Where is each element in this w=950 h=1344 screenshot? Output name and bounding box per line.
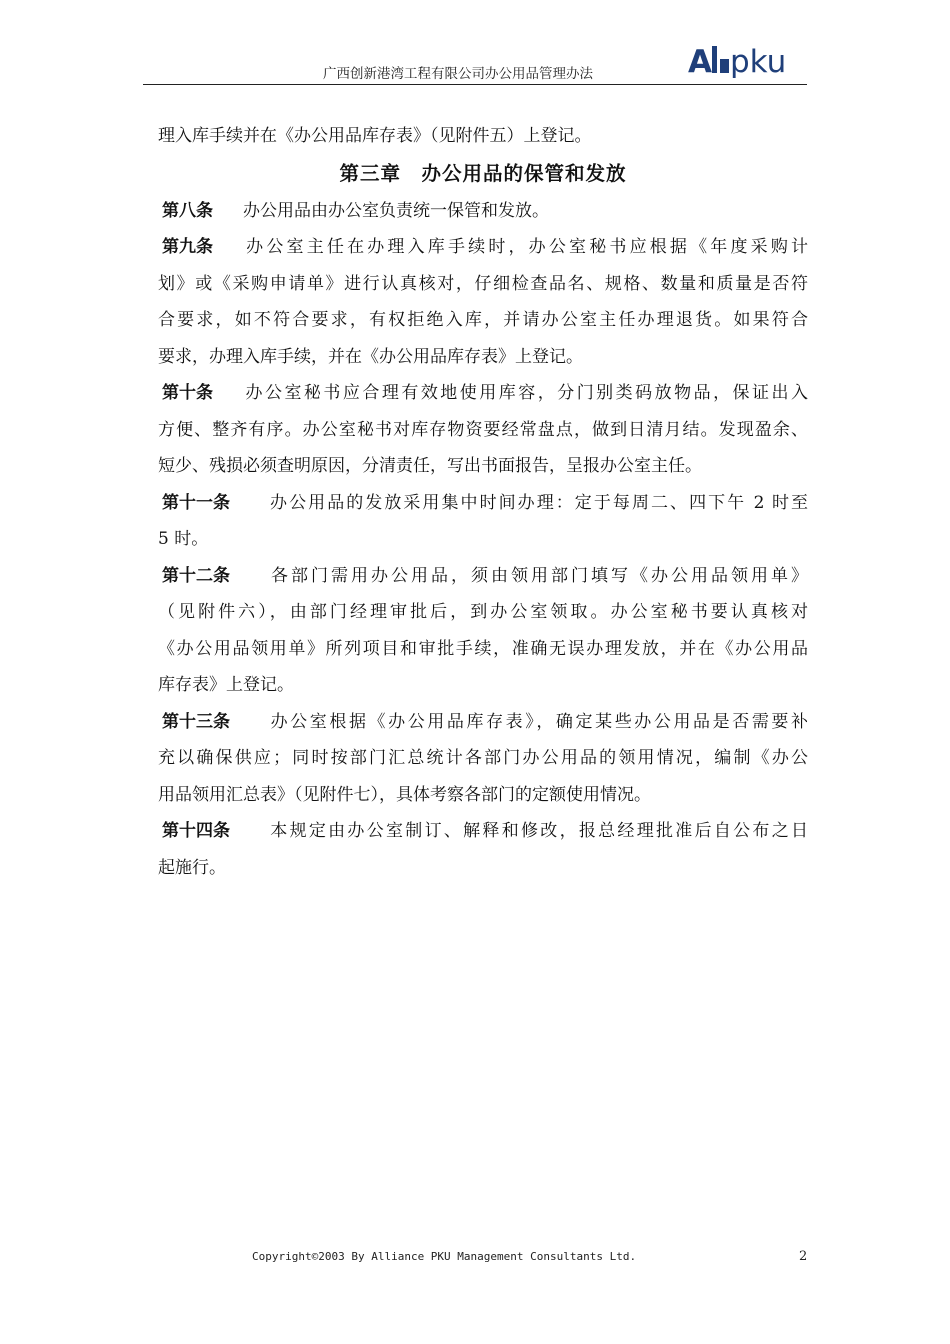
logo-letter-a: A (688, 44, 712, 78)
article-9 (158, 229, 808, 375)
article-label: 第十二条 (162, 565, 230, 586)
article-text: 用品领用汇总表》（见附件七），具体考察各部门的定额使用情况。 (158, 784, 651, 805)
article-text: （见附件六），由部门经理审批后，到办公室领取。办公室秘书要认真核对 (158, 602, 808, 622)
article-text: 各部门需用办公用品，须由领用部门填写《办公用品领用单》 (268, 565, 808, 586)
logo-letters-pku: pku (730, 44, 787, 78)
article-10 (158, 375, 808, 485)
article-text: 方便、整齐有序。办公室秘书对库存物资要经常盘点，做到日清月结。发现盈余、 (158, 419, 808, 440)
article-14 (158, 813, 808, 886)
article-text: 合要求，如不符合要求，有权拒绝入库，并请办公室主任办理退货。如果符合 (158, 310, 808, 330)
article-text: 要求，办理入库手续，并在《办公用品库存表》上登记。 (158, 346, 583, 367)
chapter-title: 第三章 办公用品的保管和发放 (339, 161, 627, 185)
page-number: 2 (799, 1249, 808, 1264)
article-text: 办公室秘书应合理有效地使用库容，分门别类码放物品，保证出入 (243, 383, 808, 403)
article-text: 充以确保供应；同时按部门汇总统计各部门办公用品的领用情况，编制《办公 (158, 748, 808, 768)
article-text: 5 时。 (158, 529, 209, 549)
article-label: 第十四条 (162, 821, 230, 841)
document-title: 广西创新港湾工程有限公司办公用品管理办法 (323, 66, 593, 82)
copyright-footer: Copyright©2003 By Alliance PKU Management Consultants Ltd. (252, 1250, 637, 1263)
article-label: 第十条 (162, 383, 213, 403)
article-text: 本规定由办公室制订、解释和修改，报总经理批准后自公布之日 (268, 821, 808, 841)
article-label: 第八条 (162, 200, 213, 221)
article-12 (158, 558, 808, 704)
article-text: 办公用品的发放采用集中时间办理：定于每周二、四下午 2 时至 (268, 492, 808, 513)
article-label: 第十一条 (162, 492, 230, 513)
article-text: 短少、残损必须查明原因，分清责任，写出书面报告，呈报办公室主任。 (158, 456, 702, 476)
article-text: 划》或《采购申请单》进行认真核对，仔细检查品名、规格、数量和质量是否符 (158, 273, 808, 294)
article-8 (158, 193, 808, 230)
article-text: 起施行。 (158, 857, 226, 878)
article-text: 《办公用品领用单》所列项目和审批手续，准确无误办理发放，并在《办公用品 (158, 638, 808, 659)
article-text: 办公用品由办公室负责统一保管和发放。 (243, 200, 549, 221)
article-label: 第十三条 (162, 711, 230, 732)
article-text: 库存表》上登记。 (158, 675, 294, 695)
header-divider (143, 84, 807, 85)
article-11 (158, 485, 808, 558)
lead-line: 理入库手续并在《办公用品库存表》（见附件五）上登记。 (158, 126, 592, 146)
page-header (143, 40, 807, 86)
document-body (158, 118, 808, 886)
alliance-pku-logo (688, 42, 803, 78)
article-text: 办公室主任在办理入库手续时，办公室秘书应根据《年度采购计 (243, 237, 808, 257)
article-13 (158, 704, 808, 814)
article-label: 第九条 (162, 237, 213, 257)
article-text: 办公室根据《办公用品库存表》，确定某些办公用品是否需要补 (268, 711, 808, 732)
